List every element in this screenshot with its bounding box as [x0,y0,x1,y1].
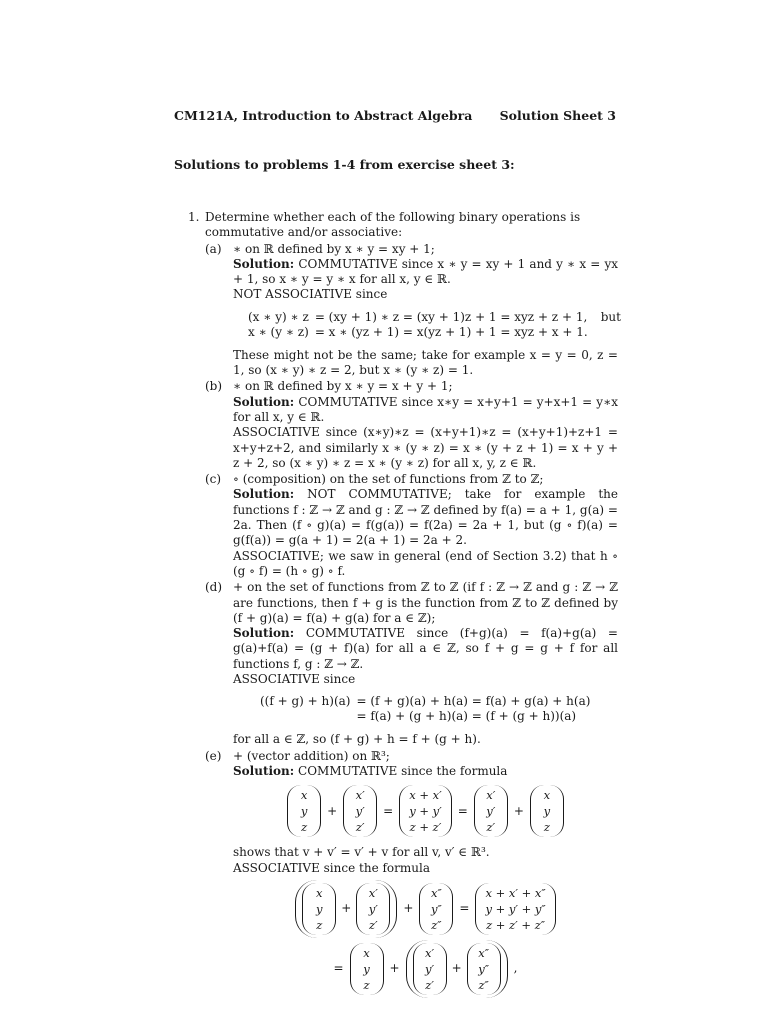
subproblem-label: (e) [205,748,222,763]
subproblem-a [205,241,621,379]
subproblem-label: (b) [205,379,223,394]
commutativity-conclusion: shows that v + v′ = v′ + v for all v, v′ ∈ ℝ³. [233,845,490,860]
solution-text: Solution: COMMUTATIVE since x ∗ y = xy + 1 and y ∗ x = yx + 1, so x ∗ y = y ∗ x for all x, y ∈ ℝ. [233,256,618,287]
solution-text: Solution: COMMUTATIVE since x∗y = x+y+1 = y+x+1 = y∗x for all x, y ∈ ℝ. [233,394,618,424]
plus-sign: + [327,803,338,818]
vector-v: x y z [350,943,384,995]
section-heading: Solutions to problems 1-4 from exercise sheet 3: [174,157,515,172]
vector-v-double-prime: x″ y″ z″ [419,883,453,935]
subproblem-label: (d) [205,580,223,595]
question-text: ∗ on ℝ defined by x ∗ y = x + y + 1; [233,379,453,394]
equation-block: ((f + g) + h)(a) = (f + g)(a) + h(a) = f(a) + g(a) + h(a) = f(a) + (g + h)(a) = (f + (g + h))(a) [260,694,591,724]
solution-text: Solution: COMMUTATIVE since (f+g)(a) = f(a)+g(a) = g(a)+f(a) = (g + f)(a) for all a ∈ ℤ, so f + g = g + f for all functions f, g : ℤ → ℤ. [233,626,618,671]
plus-sign: + [389,961,400,976]
equals-sign: = [333,961,344,976]
problem-1 [188,210,621,1006]
subproblem-c [205,472,618,579]
question-text: ∘ (composition) on the set of functions from ℤ to ℤ; [233,472,544,487]
associativity-formula-line1 [233,880,618,938]
subproblem-d [205,580,618,747]
subproblem-label: (c) [205,472,222,487]
vector-v-prime: x′ y′ z′ [474,785,508,837]
subproblem-list [205,241,621,998]
equation-block: (x ∗ y) ∗ z = (xy + 1) ∗ z = (xy + 1)z + 1 = xyz + z + 1, but x ∗ (y ∗ z) = x ∗ (yz + 1) = x(yz + 1) + 1 = xyz + x + 1. [248,309,621,339]
associativity-text: ASSOCIATIVE since the formula [233,860,430,875]
equals-sign: = [457,803,468,818]
subproblem-b [205,379,618,471]
counterexample-text: These might not be the same; take for example x = y = 0, z = 1, so (x ∗ y) ∗ z = 2, but x ∗ (y ∗ z) = 1. [233,347,618,378]
grouped-sum-right: x′ y′ z′ + x″ y″ z″ [406,940,508,998]
equals-sign: = [459,901,470,916]
vector-v: x y z [530,785,564,837]
vector-v-prime: x′ y′ z′ [413,943,447,995]
associativity-text: ASSOCIATIVE since [233,672,356,687]
conclusion-text: for all a ∈ ℤ, so (f + g) + h = f + (g + h). [233,732,481,747]
comma: , [513,961,518,976]
question-text: + (vector addition) on ℝ³; [233,748,390,763]
associativity-text: ASSOCIATIVE since (x∗y)∗z = (x+y+1)∗z = (x+y+1)+z+1 = x+y+z+2, and similarly x ∗ (y ∗ z) = x ∗ (y + z + 1) = x + y + z + 2, so (x ∗ y) ∗ z = x ∗ (y ∗ z) for all x, y, z ∈ ℝ. [233,425,618,470]
vector-v: x y z [302,883,336,935]
vector-v: x y z [287,785,321,837]
grouped-sum-left: x y z + x′ y′ z′ [295,880,397,938]
question-text: + on the set of functions from ℤ to ℤ (if f : ℤ → ℤ and g : ℤ → ℤ are functions, then f + g is the function from ℤ to ℤ defined by (f + g)(a) = f(a) + g(a) for a ∈ ℤ); [233,580,618,625]
subproblem-e [205,749,618,998]
course-title: CM121A, Introduction to Abstract Algebra [174,108,473,123]
vector-sum: x + x′ y + y′ z + z′ [399,785,452,837]
associativity-text: ASSOCIATIVE; we saw in general (end of Section 3.2) that h ∘ (g ∘ f) = (h ∘ g) ∘ f. [233,548,618,578]
plus-sign: + [513,803,524,818]
problem-intro: Determine whether each of the following binary operations is commutative and/or associative: [205,210,581,240]
associativity-text: NOT ASSOCIATIVE since [233,287,388,302]
problem-number: 1. [188,210,200,224]
vector-v-prime: x′ y′ z′ [343,785,377,837]
sheet-title: Solution Sheet 3 [499,108,616,123]
subproblem-label: (a) [205,241,222,256]
solution-text: Solution: COMMUTATIVE since the formula [233,763,508,778]
commutativity-formula [233,785,618,837]
vector-v-double-prime: x″ y″ z″ [467,943,501,995]
question-text: ∗ on ℝ defined by x ∗ y = xy + 1; [233,241,435,256]
vector-v-prime: x′ y′ z′ [356,883,390,935]
associativity-formula-line2 [233,940,618,998]
solution-text: Solution: NOT COMMUTATIVE; take for example the functions f : ℤ → ℤ and g : ℤ → ℤ defined by f(a) = a + 1, g(a) = 2a. Then (f ∘ g)(a) = f(g(a)) = f(2a) = 2a + 1, but (g ∘ f)(a) = g(f(a)) = g(a + 1) = 2(a + 1) = 2a + 2. [233,487,618,548]
plus-sign: + [403,901,414,916]
equals-sign: = [383,803,394,818]
vector-sum-three: x + x′ + x″ y + y′ + y″ z + z′ + z″ [475,883,555,935]
